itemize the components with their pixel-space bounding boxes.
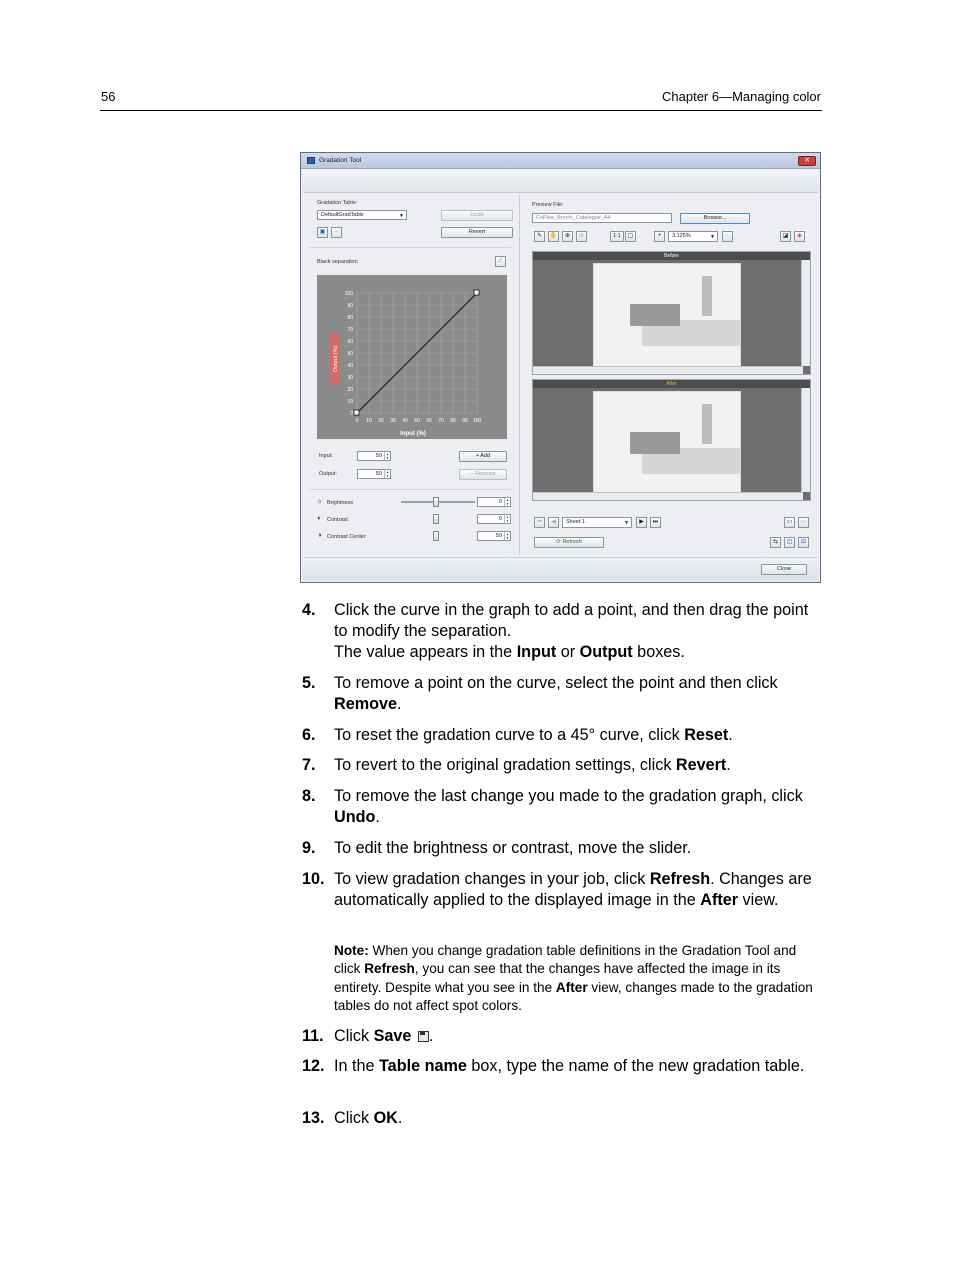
after-preview[interactable] [532, 379, 811, 501]
right-pane [519, 195, 818, 555]
y-tick-label: 100 [344, 291, 353, 297]
close-icon[interactable]: ✕ [798, 156, 816, 166]
fit-page-icon[interactable]: ▢ [625, 231, 636, 242]
divider [309, 247, 511, 248]
brightness-spinner[interactable]: ▲ ▼ [506, 498, 509, 506]
x-tick-label: 10 [366, 418, 372, 424]
y-tick-label: 90 [347, 303, 353, 309]
refresh-button[interactable] [534, 537, 604, 548]
toolbar [303, 170, 818, 193]
gradation-table-value: DefaultGradTable [321, 212, 364, 218]
undo-button[interactable]: Undo [441, 210, 513, 221]
output-spinner[interactable]: ▲ ▼ [386, 470, 389, 478]
step-number: 9. [302, 839, 316, 857]
page-number: 56 [101, 89, 116, 104]
step-text: To remove the last change you made to the gradation graph, click Undo. [334, 787, 803, 826]
step-text: Click Save . [334, 1027, 434, 1045]
contrast-spinner[interactable]: ▲ ▼ [506, 515, 509, 523]
brightness-field[interactable] [477, 497, 511, 507]
before-label: Before [533, 252, 810, 260]
step-text: Click OK. [334, 1109, 403, 1127]
x-tick-label: 40 [402, 418, 408, 424]
x-tick-label: 100 [472, 418, 482, 424]
header-rule [100, 110, 822, 111]
gradation-tool-dialog [300, 152, 821, 583]
y-tick-label: 0 [350, 411, 353, 417]
before-vertical-scrollbar[interactable] [801, 260, 810, 366]
delete-icon[interactable]: – [331, 227, 342, 238]
note-paragraph: Note: When you change gradation table definitions in the Gradation Tool and click Refresh, you can see that the changes have affected the image in its entirety. Despite what you see in the After view, changes made to the gradation tables do not affect spot colors. [334, 943, 813, 1013]
last-sheet-icon[interactable]: ⏭ [650, 517, 661, 528]
next-sheet-icon[interactable]: ▶ [636, 517, 647, 528]
step-number: 13. [302, 1109, 325, 1127]
zoom-in-icon[interactable]: ⊕ [562, 231, 573, 242]
y-tick-label: 50 [347, 351, 353, 357]
chevron-down-icon: ▼ [624, 520, 629, 526]
y-tick-label: 10 [347, 399, 353, 405]
x-tick-label: 70 [438, 418, 444, 424]
step-number: 4. [302, 601, 316, 619]
zoom-select[interactable] [668, 231, 718, 242]
brightness-slider-thumb[interactable] [433, 497, 439, 507]
side-by-side-icon[interactable]: ◫ [784, 537, 795, 548]
y-tick-label: 70 [347, 327, 353, 333]
contrast-field[interactable] [477, 514, 511, 524]
chevron-down-icon: ▼ [710, 234, 715, 240]
add-button[interactable]: + Add [459, 451, 507, 462]
step-text: To reset the gradation curve to a 45° curve, click Reset. [334, 726, 733, 744]
zoom-out-icon[interactable]: ⊖ [576, 231, 587, 242]
step-text: To remove a point on the curve, select the point and then click Remove. [334, 674, 778, 713]
contrast-value: 0 [498, 516, 502, 522]
after-label: After [533, 380, 810, 388]
preview-file-label: Preview File: [532, 202, 564, 208]
gradation-table-select[interactable] [317, 210, 407, 220]
graph-ylabel: Output (%) [333, 345, 339, 373]
x-tick-label: 0 [355, 418, 359, 424]
left-pane [305, 195, 515, 555]
zoom-plus-icon[interactable]: + [654, 231, 665, 242]
y-tick-label: 60 [347, 339, 353, 345]
zoom-value: 3.125% [672, 233, 691, 239]
step-text: In the Table name box, type the name of the new gradation table. [334, 1057, 805, 1075]
x-tick-label: 80 [450, 418, 456, 424]
refresh-icon: ⟳ [556, 539, 563, 545]
after-horizontal-scrollbar[interactable] [533, 492, 803, 500]
curve-point-end [474, 290, 479, 295]
contrast-icon: ◐ [317, 515, 322, 522]
contrast-center-slider-thumb[interactable] [433, 531, 439, 541]
contrast-label: Contrast [327, 517, 348, 523]
preview-file-field[interactable]: CoPlee_Brochi_Catalogue_A4 [532, 213, 672, 223]
after-page-image [593, 391, 741, 493]
contrast-center-value: 50 [495, 533, 502, 539]
after-vertical-scrollbar[interactable] [801, 388, 810, 492]
contrast-center-label: Contrast Center [327, 534, 366, 540]
gradation-graph[interactable] [317, 275, 507, 439]
brightness-icon: ☼ [316, 498, 323, 505]
x-tick-label: 20 [378, 418, 384, 424]
x-tick-label: 60 [426, 418, 432, 424]
x-tick-label: 50 [414, 418, 420, 424]
y-tick-label: 30 [347, 375, 353, 381]
browse-button[interactable]: Browse... [680, 213, 750, 224]
output-field[interactable] [357, 469, 391, 479]
refresh-label: Refresh [562, 539, 582, 545]
brightness-value: 0 [498, 499, 502, 505]
step-text: To revert to the original gradation settings, click Revert. [334, 756, 731, 774]
brightness-label: Brightness [327, 500, 353, 506]
remove-button[interactable]: − Remove [459, 469, 507, 480]
step-number: 10. [302, 870, 325, 888]
first-sheet-icon[interactable]: ⏮ [534, 517, 545, 528]
graph-y-ticks [345, 291, 354, 417]
graph-svg [317, 275, 507, 439]
color-separations-icon[interactable]: ◈ [794, 231, 805, 242]
chevron-down-icon: ▼ [399, 213, 404, 219]
graph-x-ticks [356, 418, 482, 424]
zoom-1-1-button[interactable]: 1:1 [610, 231, 624, 242]
dialog-footer [303, 557, 818, 581]
app-icon [307, 157, 315, 164]
output-label: Output: [319, 471, 338, 477]
input-field[interactable] [357, 451, 391, 461]
title-bar [301, 153, 820, 169]
stacked-view-icon[interactable]: ⊟ [798, 537, 809, 548]
revert-button[interactable]: Revert [441, 227, 513, 238]
output-value: 50 [375, 471, 382, 477]
zoom-minus-icon[interactable]: – [722, 231, 733, 242]
save-icon[interactable]: ▣ [317, 227, 328, 238]
contrast-slider-thumb[interactable] [433, 514, 439, 524]
black-separation-label: Black separation [317, 259, 358, 265]
page-view-icon[interactable]: ▭ [784, 517, 795, 528]
previous-sheet-icon[interactable]: ◀ [548, 517, 559, 528]
eyedropper-icon[interactable]: ✎ [534, 231, 545, 242]
y-tick-label: 40 [347, 363, 353, 369]
input-spinner[interactable]: ▲ ▼ [386, 452, 389, 460]
x-tick-label: 90 [462, 418, 468, 424]
step-text: Click the curve in the graph to add a point, and then drag the point to modify the separation. The value appears in the Input or Output boxes. [334, 601, 809, 661]
divider [309, 489, 511, 490]
before-page-image [593, 263, 741, 367]
x-tick-label: 30 [390, 418, 396, 424]
y-tick-label: 20 [347, 387, 353, 393]
close-button[interactable]: Close [761, 564, 807, 575]
step-number: 11. [302, 1027, 324, 1045]
step-text: To edit the brightness or contrast, move the slider. [334, 839, 692, 857]
sync-views-icon[interactable]: ⇆ [770, 537, 781, 548]
hand-icon[interactable]: ✋ [548, 231, 559, 242]
step-number: 8. [302, 787, 316, 805]
contrast-center-field[interactable] [477, 531, 511, 541]
contrast-center-spinner[interactable]: ▲ ▼ [506, 532, 509, 540]
before-horizontal-scrollbar[interactable] [533, 366, 803, 374]
step-number: 6. [302, 726, 316, 744]
curve-point-start [354, 410, 359, 415]
dialog-title: Gradation Tool [319, 157, 362, 164]
sheet-value: Sheet 1 [566, 519, 585, 525]
layout-icon[interactable]: ◪ [780, 231, 791, 242]
step-number: 12. [302, 1057, 325, 1075]
sheet-select[interactable] [562, 517, 632, 528]
step-number: 7. [302, 756, 316, 774]
chapter-title: Chapter 6—Managing color [662, 89, 821, 104]
before-preview[interactable] [532, 251, 811, 375]
reset-curve-icon[interactable]: ⟋ [495, 256, 506, 267]
input-value: 50 [375, 453, 382, 459]
step-number: 5. [302, 674, 316, 692]
graph-xlabel: Input (%) [400, 431, 426, 437]
input-label: Input: [319, 453, 333, 459]
spread-view-icon[interactable]: ▭ [798, 517, 809, 528]
y-tick-label: 80 [347, 315, 353, 321]
gradation-table-label: Gradation Table: [317, 200, 358, 206]
step-text: To view gradation changes in your job, click Refresh. Changes are automatically applied to the displayed image in the After view. [334, 870, 812, 909]
contrast-center-icon: ◑ [317, 532, 322, 539]
